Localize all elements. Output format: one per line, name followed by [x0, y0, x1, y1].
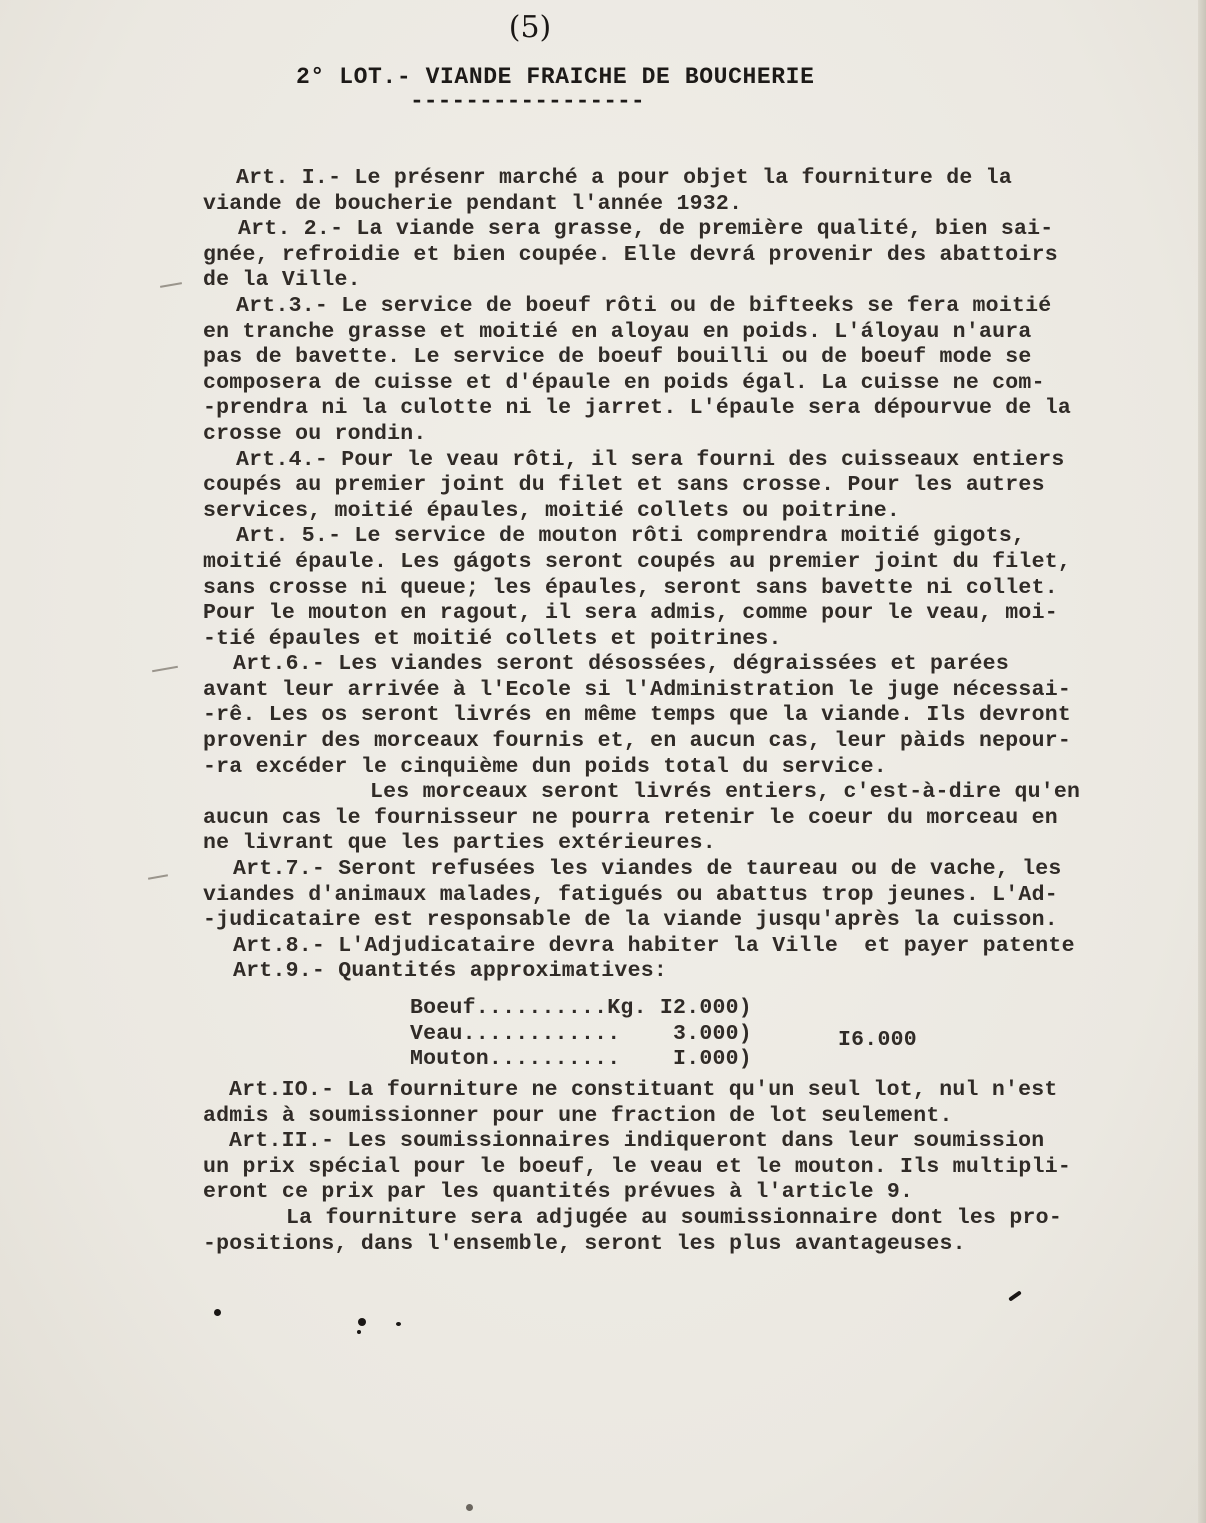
quantity-row: Mouton.......... I.000)	[410, 1047, 752, 1072]
title-underline: -----------------	[410, 88, 645, 114]
text-line: ne livrant que les parties extérieures.	[203, 831, 716, 856]
text-line: Art. 5.- Le service de mouton rôti comprendra moitié gigots,	[236, 524, 1026, 549]
text-line: gnée, refroidie et bien coupée. Elle devrá provenir des abattoirs	[203, 242, 1058, 267]
ink-speck	[396, 1322, 401, 1326]
text-line: coupés au premier joint du filet et sans crosse. Pour les autres	[203, 473, 1045, 498]
quantity-row: Boeuf..........Kg. I2.000)	[410, 996, 752, 1020]
text-line: -ra excéder le cinquième dun poids total du service.	[203, 754, 887, 779]
text-line: Art. I.- Le présenr marché a pour objet la fourniture de la	[236, 166, 1012, 190]
body-text	[0, 166, 1206, 985]
text-line: de la Ville.	[203, 268, 361, 293]
quantity-total: I6.000	[838, 1028, 917, 1052]
text-line: Les morceaux seront livrés entiers, c'est-à-dire qu'en	[370, 780, 1081, 805]
text-line: composera de cuisse et d'épaule en poids égal. La cuisse ne com-	[203, 370, 1045, 395]
text-line: Art. 2.- La viande sera grasse, de première qualité, bien sai-	[238, 217, 1054, 242]
text-line: provenir des morceaux fournis et, en aucun cas, leur pàids nepour-	[203, 729, 1072, 754]
quantity-row: Veau............ 3.000)	[410, 1021, 752, 1046]
text-line: -positions, dans l'ensemble, seront les plus avantageuses.	[203, 1231, 966, 1256]
text-line: sans crosse ni queue; les épaules, seront sans bavette ni collet.	[203, 575, 1058, 600]
text-line: services, moitié épaules, moitié collets ou poitrine.	[203, 498, 901, 523]
text-line: Art.9.- Quantités approximatives:	[233, 959, 668, 984]
text-line: un prix spécial pour le boeuf, le veau et le mouton. Ils multipli-	[203, 1154, 1072, 1179]
body-text-after	[0, 1078, 1206, 1257]
text-line: aucun cas le fournisseur ne pourra retenir le coeur du morceau en	[203, 805, 1058, 830]
ink-speck	[358, 1318, 366, 1326]
page-number: (5)	[508, 10, 552, 45]
text-line: avant leur arrivée à l'Ecole si l'Administration le juge nécessai-	[203, 677, 1072, 702]
text-line: viande de boucherie pendant l'année 1932.	[203, 191, 743, 216]
text-line: -judicataire est responsable de la viande jusqu'après la cuisson.	[203, 908, 1058, 933]
text-line: Art.8.- L'Adjudicataire devra habiter la Ville et payer patente	[233, 933, 1075, 958]
text-line: Art.4.- Pour le veau rôti, il sera fourni des cuisseaux entiers	[236, 447, 1065, 472]
ink-speck	[1008, 1290, 1022, 1301]
text-line: crosse ou rondin.	[203, 421, 427, 446]
text-line: viandes d'animaux malades, fatigués ou abattus trop jeunes. L'Ad-	[203, 882, 1058, 907]
text-line: eront ce prix par les quantités prévues à l'article 9.	[203, 1180, 914, 1205]
text-line: La fourniture sera adjugée au soumissionnaire dont les pro-	[286, 1205, 1062, 1230]
text-line: pas de bavette. Le service de boeuf bouilli ou de boeuf mode se	[203, 345, 1032, 370]
ink-speck	[214, 1309, 221, 1316]
ink-speck	[466, 1504, 473, 1511]
text-line: -tié épaules et moitié collets et poitrines.	[203, 626, 782, 651]
text-line: Art.7.- Seront refusées les viandes de taureau ou de vache, les	[233, 857, 1062, 882]
text-line: -prendra ni la culotte ni le jarret. L'épaule sera dépourvue de la	[203, 396, 1072, 421]
text-line: Pour le mouton en ragout, il sera admis, comme pour le veau, moi-	[203, 601, 1058, 626]
document-title: 2° LOT.- VIANDE FRAICHE DE BOUCHERIE	[296, 64, 815, 90]
text-line: en tranche grasse et moitié en aloyau en poids. L'áloyau n'aura	[203, 319, 1032, 344]
ink-speck	[357, 1330, 361, 1334]
text-line: Art.II.- Les soumissionnaires indiqueront dans leur soumission	[229, 1129, 1045, 1154]
text-line: admis à soumissionner pour une fraction de lot seulement.	[203, 1103, 953, 1128]
text-line: Art.3.- Le service de boeuf rôti ou de bifteeks se fera moitié	[236, 293, 1052, 318]
quantities-table	[410, 996, 752, 1073]
text-line: Art.6.- Les viandes seront désossées, dégraissées et parées	[233, 652, 1009, 677]
text-line: -rê. Les os seront livrés en même temps que la viande. Ils devront	[203, 703, 1072, 728]
text-line: Art.IO.- La fourniture ne constituant qu'un seul lot, nul n'est	[229, 1078, 1058, 1102]
text-line: moitié épaule. Les gágots seront coupés au premier joint du filet,	[203, 549, 1072, 574]
